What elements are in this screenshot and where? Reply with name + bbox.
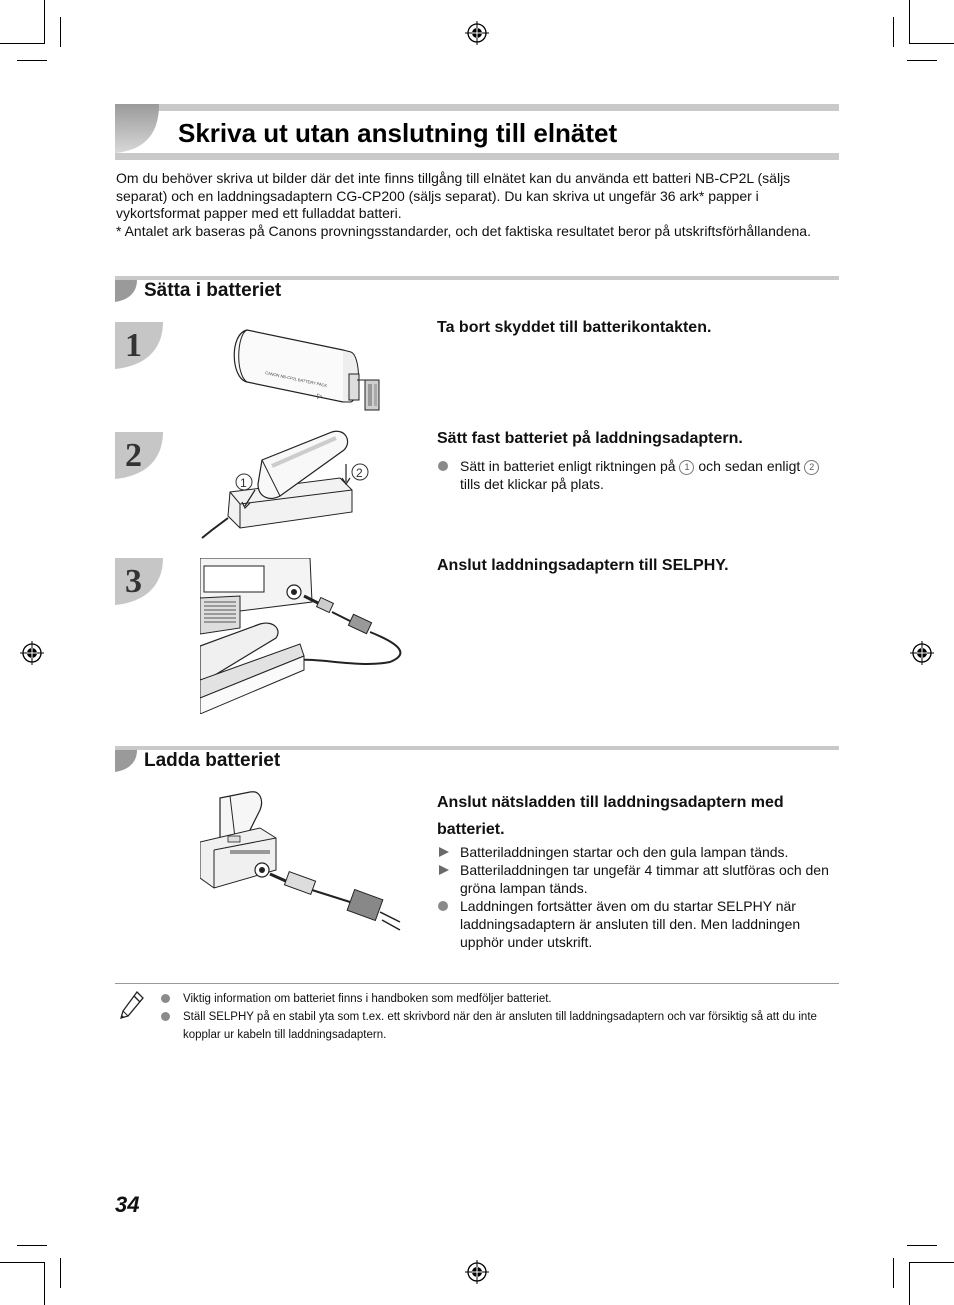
section2-step-title: Anslut nätsladden till laddningsadaptern med batteriet. — [437, 794, 784, 838]
step2-callout-1: 1 — [240, 476, 247, 490]
note-text: Viktig information om batteriet finns i handboken som medföljer batteriet. — [183, 993, 552, 1005]
title-top-rule — [115, 104, 839, 111]
intro-text — [116, 170, 840, 240]
registration-mark-top — [465, 21, 489, 45]
step2-bullet-part-a: Sätt in batteriet enligt riktningen på — [460, 458, 676, 474]
list-item — [437, 843, 839, 861]
step3-title: Anslut laddningsadaptern till SELPHY. — [437, 557, 729, 574]
pencil-icon — [119, 990, 145, 1020]
registration-mark-bottom — [465, 1260, 489, 1284]
section1-tab-shape — [115, 280, 139, 302]
title-bar — [115, 104, 839, 160]
section2-tab-shape — [115, 750, 139, 772]
note-item — [160, 990, 840, 1008]
step2-callout-2: 2 — [356, 466, 363, 480]
bullet-text: Batteriladdningen tar ungefär 4 timmar att slutföras och den gröna lampan tänds. — [460, 862, 829, 896]
bullet-text: Laddningen fortsätter även om du startar SELPHY när laddningsadaptern är ansluten till den. Men laddningen upphör under utskrift. — [460, 898, 801, 950]
step3-number: 3 — [125, 563, 142, 600]
step1-badge — [115, 322, 165, 370]
page-number: 34 — [115, 1192, 140, 1217]
intro-footnote: * Antalet ark baseras på Canons provningsstandarder, och det faktiska resultatet beror på utskriftsförhållandena. — [116, 222, 811, 239]
step2-title: Sätt fast batteriet på laddningsadaptern. — [437, 430, 743, 447]
charger-attach-illustration — [200, 430, 375, 542]
section2-bullets — [437, 843, 839, 951]
circled-number-2: 2 — [804, 460, 819, 475]
page-title: Skriva ut utan anslutning till elnätet — [178, 118, 618, 148]
bullet-icon — [438, 901, 448, 911]
step1-number: 1 — [125, 327, 142, 364]
step2-bullets — [437, 457, 839, 493]
bullet-icon — [438, 461, 448, 471]
arrow-bullet-icon — [439, 865, 449, 875]
registration-mark-left — [20, 641, 44, 665]
step2-bullet-part-b: och sedan enligt — [698, 458, 801, 474]
bullet-text: Batteriladdningen startar och den gula lampan tänds. — [460, 844, 789, 860]
step1-title: Ta bort skyddet till batterikontakten. — [437, 319, 712, 336]
list-item — [437, 897, 839, 951]
bullet-icon — [161, 1012, 170, 1021]
intro-paragraph: Om du behöver skriva ut bilder där det inte finns tillgång till elnätet kan du använda ett batteri NB-CP2L (säljs separat) och en laddningsadaptern CG-CP200 (säljs separat). Du kan skriva ut ungefär 36 ark* papper i vykortsformat papper med ett fulladdat batteri. — [116, 170, 791, 221]
note-item — [160, 1008, 840, 1044]
circled-number-1: 1 — [679, 460, 694, 475]
step2-badge — [115, 432, 165, 480]
svg-text:▷: ▷ — [317, 393, 323, 400]
step2-bullet-part-c: tills det klickar på plats. — [460, 476, 604, 492]
arrow-bullet-icon — [439, 847, 449, 857]
svg-text:CANON NB-CP2L BATTERY PACK: CANON NB-CP2L BATTERY PACK — [264, 370, 328, 389]
list-item — [437, 861, 839, 897]
selphy-connect-illustration — [200, 558, 415, 714]
title-bottom-rule — [115, 153, 839, 160]
section1-title: Sätta i batteriet — [144, 280, 282, 301]
step3-badge — [115, 558, 165, 606]
section2-title: Ladda batteriet — [144, 750, 281, 771]
title-tab-shape — [115, 104, 175, 160]
battery-cover-illustration — [225, 322, 390, 417]
note-text: Ställ SELPHY på en stabil yta som t.ex. ett skrivbord när den är ansluten till laddningsadaptern och var försiktig så att du inte kopplar ur kabeln till laddningsadaptern. — [183, 1011, 817, 1041]
notes-list — [160, 990, 840, 1044]
charging-illustration — [200, 790, 405, 935]
list-item — [437, 457, 839, 493]
step2-number: 2 — [125, 437, 142, 474]
bullet-icon — [161, 994, 170, 1003]
registration-mark-right — [910, 641, 934, 665]
notes-divider — [115, 983, 839, 984]
